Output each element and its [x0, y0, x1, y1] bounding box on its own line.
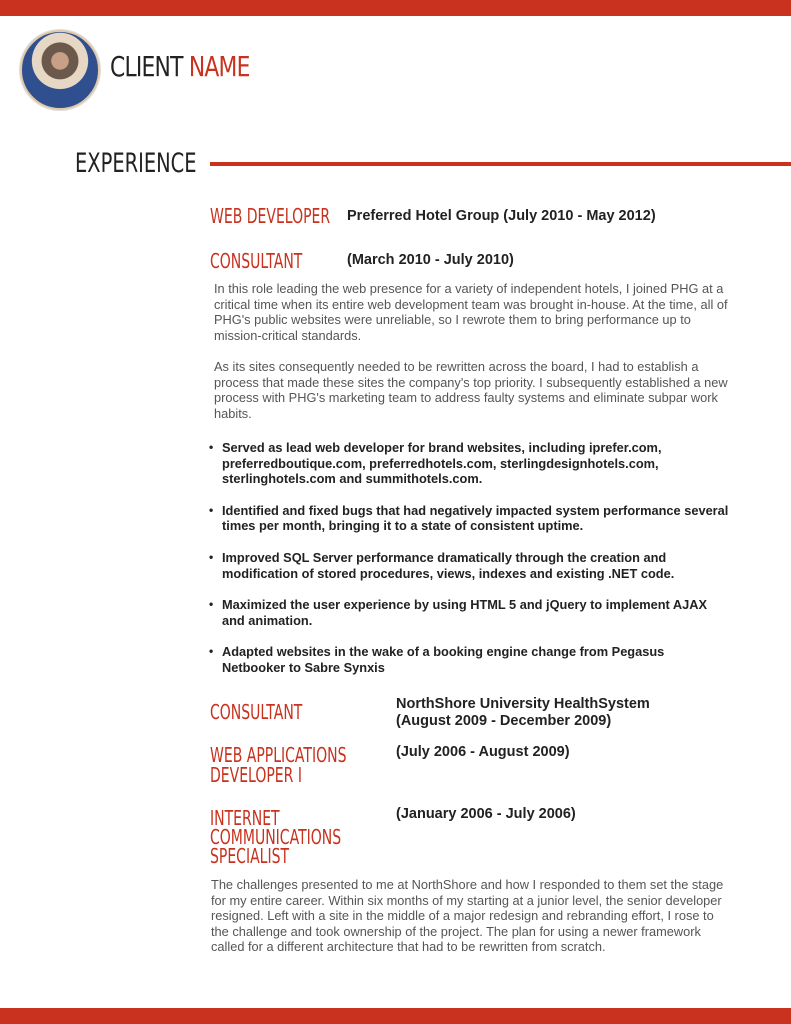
- client-name-last: NAME: [188, 50, 250, 83]
- consultant-dates: (March 2010 - July 2010): [347, 252, 514, 268]
- role-web-applications-developer-line2: DEVELOPER I: [210, 763, 302, 787]
- bullet-icon: •: [209, 549, 214, 564]
- bottom-accent-bar: [0, 1008, 791, 1024]
- role-consultant: CONSULTANT: [210, 249, 303, 273]
- achievement-list: [209, 440, 729, 692]
- role-internet-communications-line3: SPECIALIST: [210, 844, 290, 868]
- role-web-developer: WEB DEVELOPER: [210, 204, 331, 228]
- role-internet-communications-line2: COMMUNICATIONS: [210, 825, 342, 849]
- list-item: [209, 597, 729, 628]
- top-accent-bar: [0, 0, 791, 16]
- list-item-text: Served as lead web developer for brand websites, including iprefer.com, preferredboutique.com, preferredhotels.com, sterlingdesignhotels.com, sterlinghotels.com and summithotels.com.: [222, 440, 662, 487]
- role-internet-communications-line1: INTERNET: [210, 806, 280, 830]
- bullet-icon: •: [209, 644, 214, 659]
- list-item: [209, 503, 729, 534]
- section-divider: [210, 162, 791, 166]
- client-name-first: CLIENT: [110, 50, 183, 83]
- list-item: [209, 644, 729, 675]
- list-item-text: Identified and fixed bugs that had negatively impacted system performance several times per month, bringing it to a state of consistent uptime.: [222, 502, 729, 534]
- job1-paragraph-1: In this role leading the web presence for a variety of independent hotels, I joined PHG at a critical time when its entire web development team was brought in-house. At the time, all of PHG's public websites were unreliable, so I rewrote them to bring performance up to mission-critical standards.: [214, 281, 728, 343]
- bullet-icon: •: [209, 597, 214, 612]
- avatar: [20, 30, 100, 110]
- section-title: EXPERIENCE: [75, 148, 197, 179]
- list-item: [209, 550, 729, 581]
- job2-paragraph: The challenges presented to me at NorthShore and how I responded to them set the stage for my entire career. Within six months of my starting at a junior level, the senior developer resigned. Left with a site in the middle of a major redesign and rebranding effort, I rose to the challenge and took ownership of the project. The plan for using a newer framework called for a different architecture that had to be rewritten from scratch.: [211, 877, 724, 955]
- list-item-text: Adapted websites in the wake of a booking engine change from Pegasus Netbooker to Sabre Synxis: [222, 644, 665, 675]
- bullet-icon: •: [209, 440, 214, 454]
- role-web-applications-developer-line1: WEB APPLICATIONS: [210, 743, 347, 767]
- company-name: NorthShore University HealthSystem: [396, 696, 650, 712]
- web-applications-dates: (July 2006 - August 2009): [396, 744, 570, 760]
- company-dates: Preferred Hotel Group (July 2010 - May 2012): [347, 208, 656, 224]
- internet-communications-dates: (January 2006 - July 2006): [396, 806, 576, 822]
- role-consultant-2: CONSULTANT: [210, 700, 303, 724]
- consultant-2-dates: (August 2009 - December 2009): [396, 713, 612, 729]
- client-name: [110, 50, 250, 83]
- list-item-text: Maximized the user experience by using HTML 5 and jQuery to implement AJAX and animation.: [222, 597, 707, 628]
- list-item-text: Improved SQL Server performance dramatically through the creation and modification of stored procedures, views, indexes and existing .NET code.: [222, 549, 675, 581]
- list-item: [209, 440, 729, 487]
- bullet-icon: •: [209, 502, 214, 517]
- job1-paragraph-2: As its sites consequently needed to be rewritten across the board, I had to establish a process that made these sites the company's top priority. I subsequently established a new process with PHG's marketing team to address faulty systems and eliminate subpar work habits.: [214, 359, 728, 421]
